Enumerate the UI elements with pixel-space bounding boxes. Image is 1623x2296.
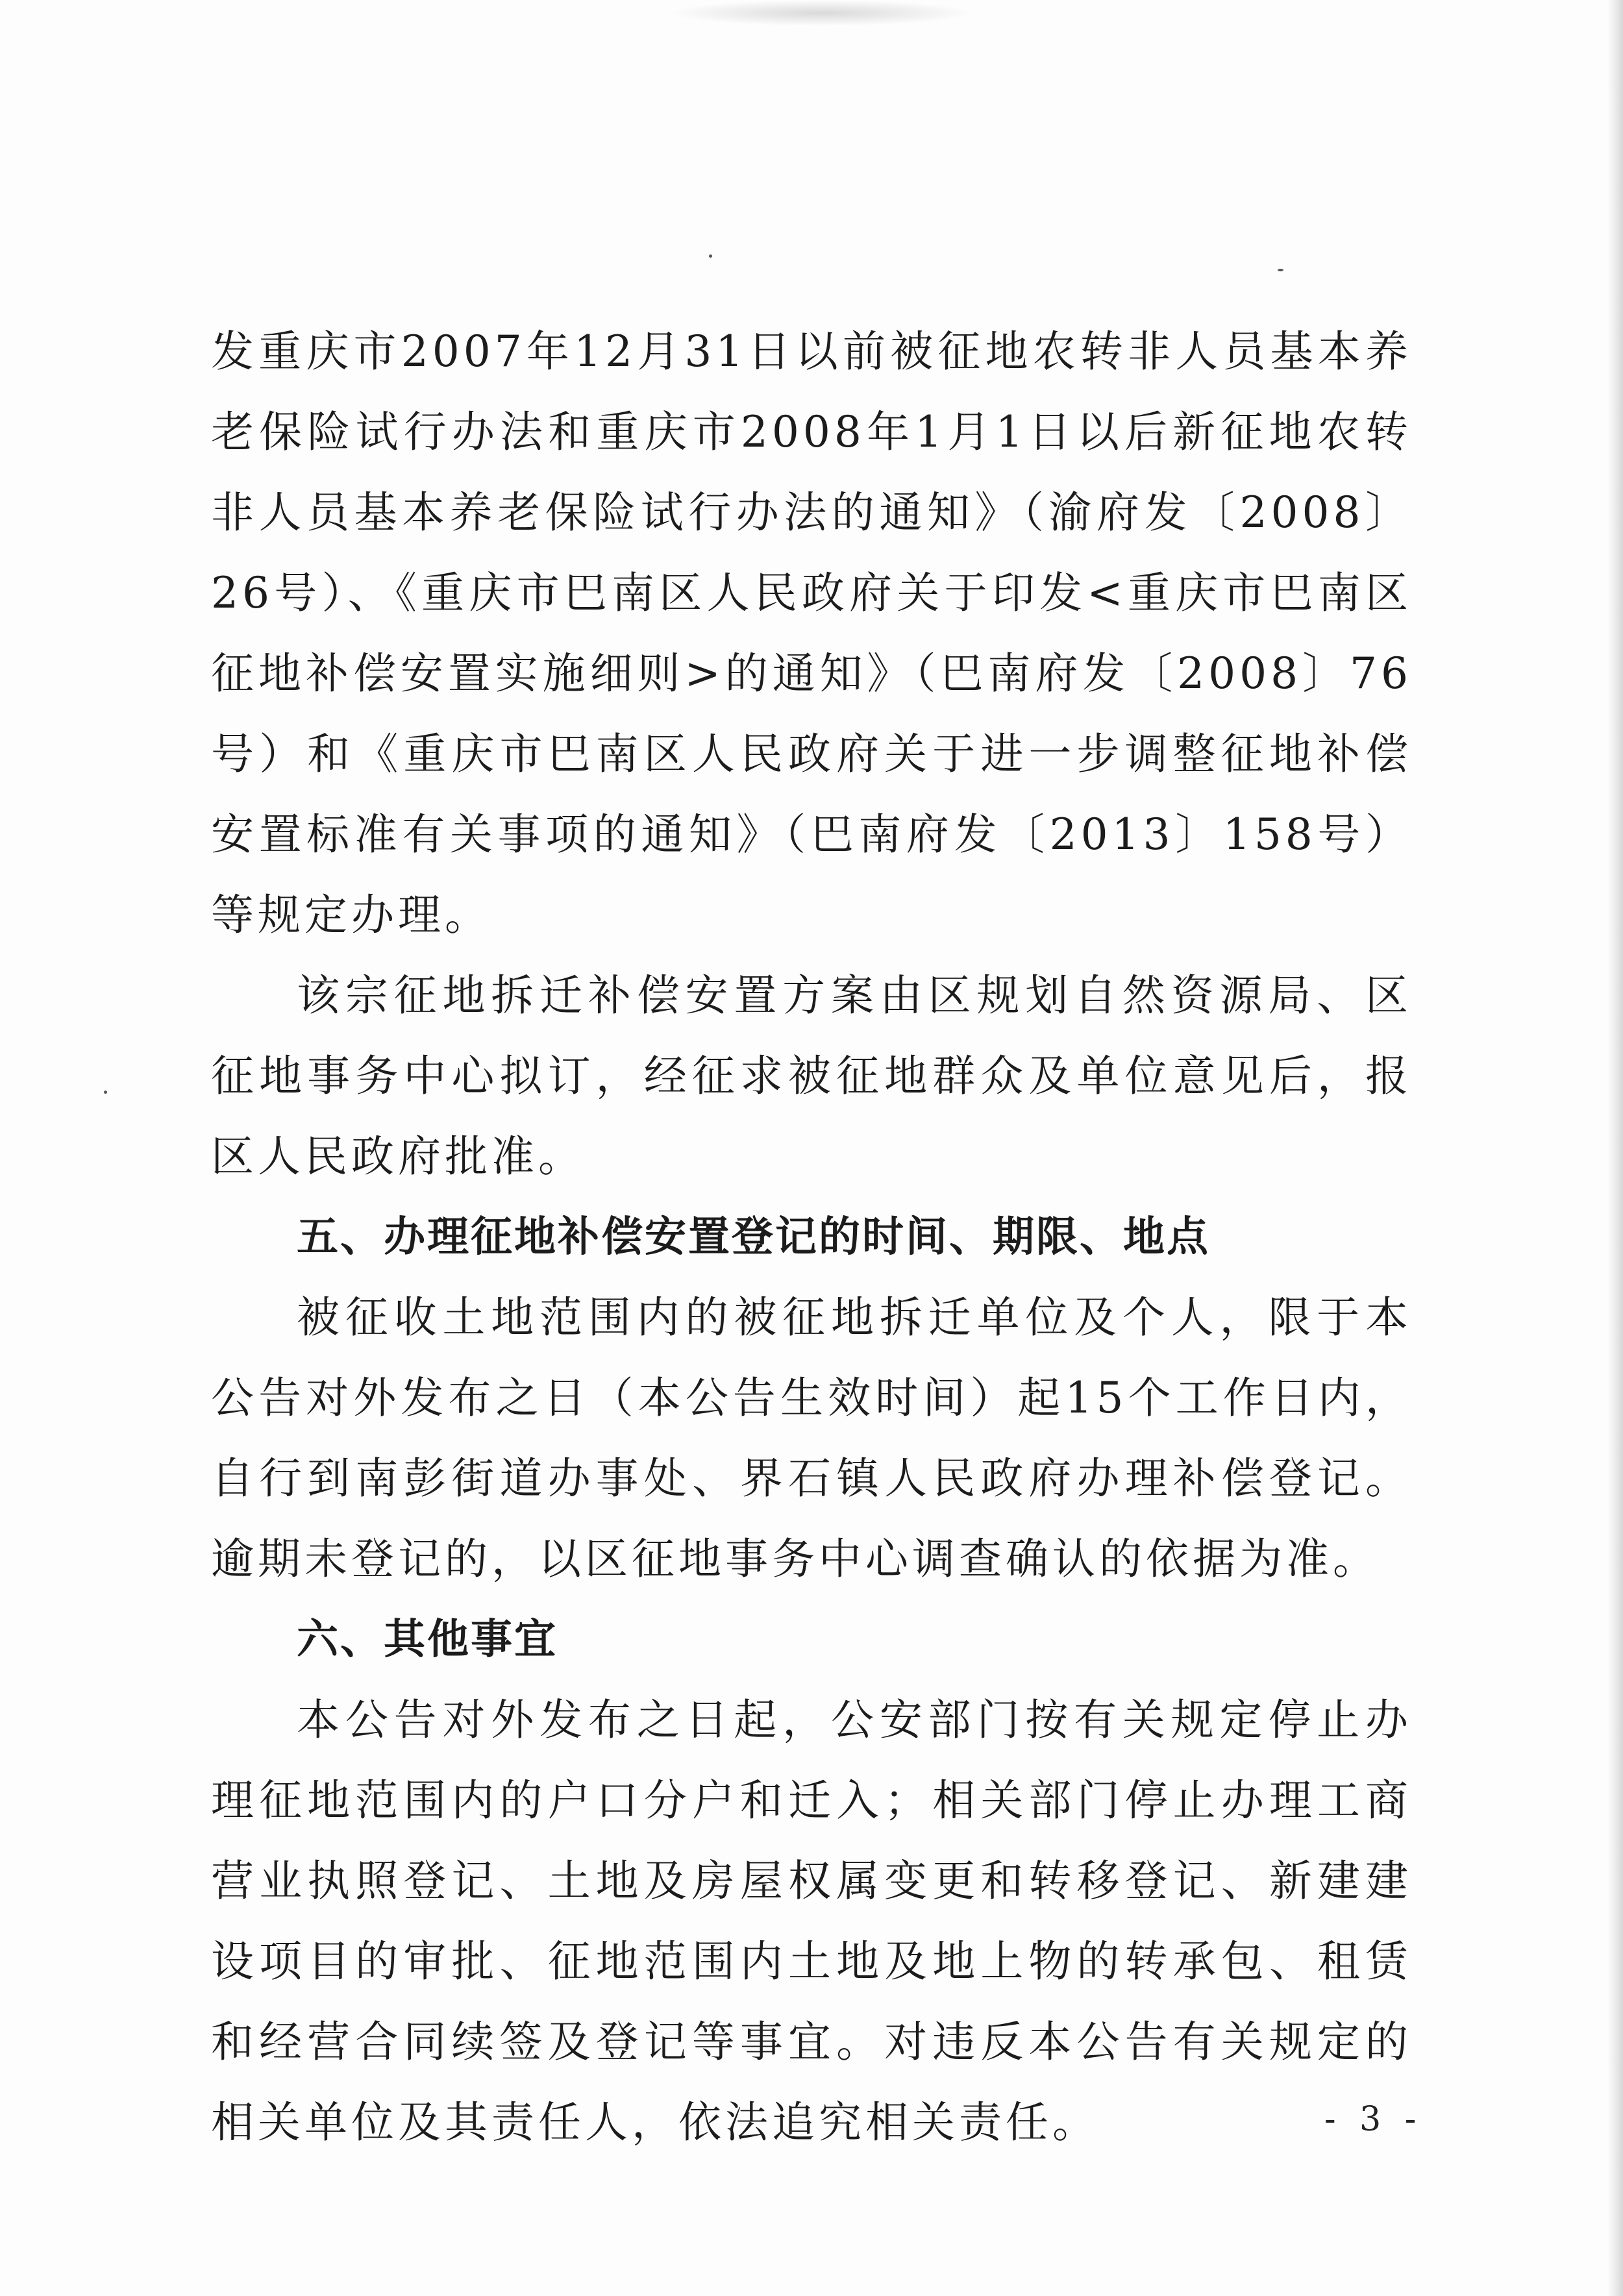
section-text-registration: 被征收土地范围内的被征地拆迁单位及个人，限于本公告对外发布之日（本公告生效时间）起15个工作日内，自行到南彭街道办事处、界石镇人民政府办理补偿登记。逾期未登记的，以区征地事务中心调查确认的依据为准。	[211, 1292, 1412, 1584]
page-number: - 3 -	[1324, 2100, 1423, 2139]
section-heading-registration: 五、办理征地补偿安置登记的时间、期限、地点	[297, 1213, 1210, 1261]
scan-edge	[1606, 0, 1623, 2296]
scan-speck	[104, 1091, 107, 1094]
scan-speck	[709, 254, 712, 258]
scan-speck	[1278, 269, 1283, 271]
document-body	[211, 312, 1412, 2163]
body-paragraph-continued: 发重庆市2007年12月31日以前被征地农转非人员基本养老保险试行办法和重庆市2008年1月1日以后新征地农转非人员基本养老保险试行办法的通知》（渝府发〔2008〕26号）、《重庆市巴南区人民政府关于印发<重庆市巴南区征地补偿安置实施细则>的通知》（巴南府发〔2008〕76号）和《重庆市巴南区人民政府关于进一步调整征地补偿安置标准有关事项的通知》（巴南府发〔2013〕158号）等规定办理。	[211, 327, 1412, 940]
scan-artifact	[669, 0, 974, 26]
section-heading-other-matters: 六、其他事宜	[297, 1616, 558, 1664]
body-paragraph-plan: 该宗征地拆迁补偿安置方案由区规划自然资源局、区征地事务中心拟订，经征求被征地群众及单位意见后，报区人民政府批准。	[211, 970, 1412, 1181]
section-text-other-matters: 本公告对外发布之日起，公安部门按有关规定停止办理征地范围内的户口分户和迁入；相关部门停止办理工商营业执照登记、土地及房屋权属变更和转移登记、新建建设项目的审批、征地范围内土地及地上物的转承包、租赁和经营合同续签及登记等事宜。对违反本公告有关规定的相关单位及其责任人，依法追究相关责任。	[211, 1695, 1412, 2147]
